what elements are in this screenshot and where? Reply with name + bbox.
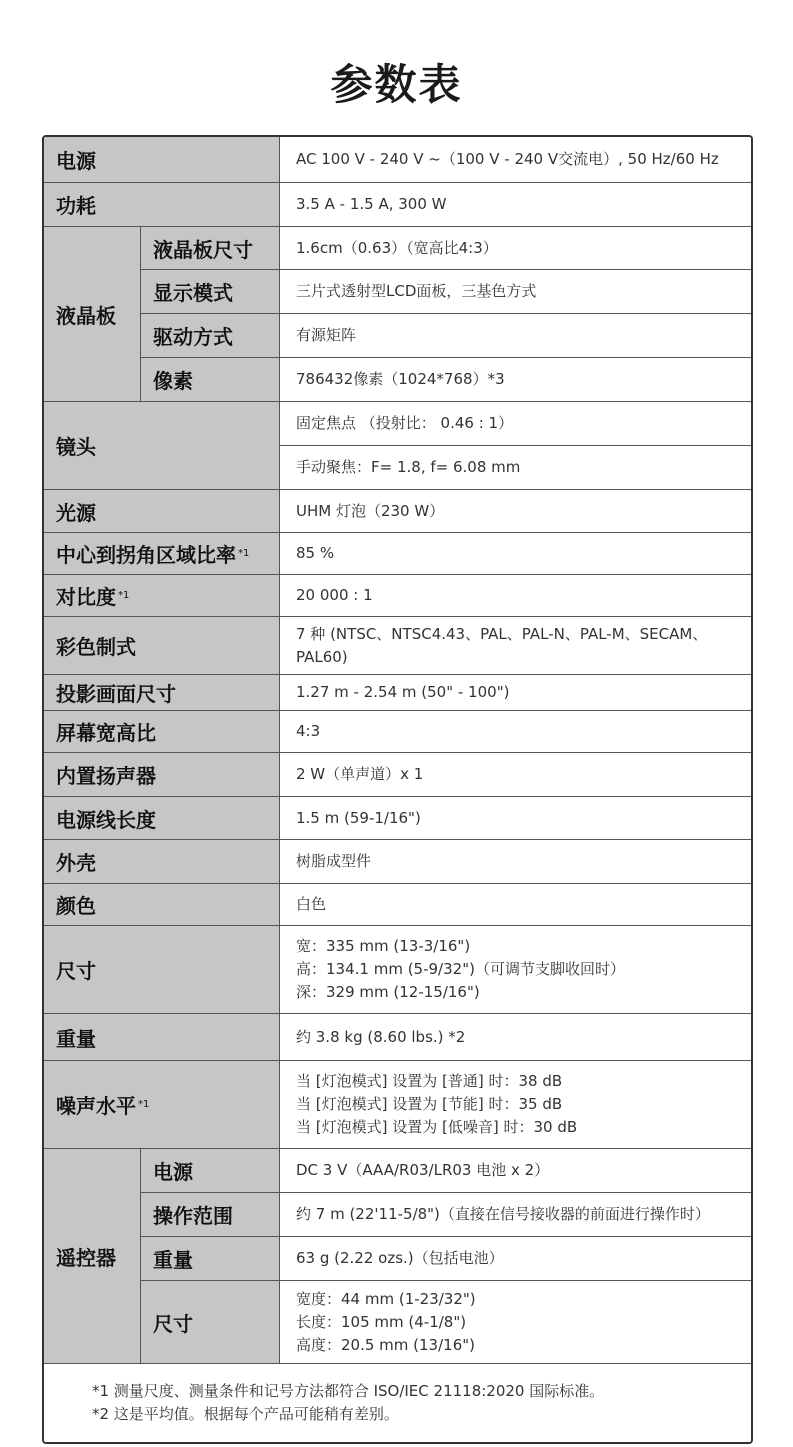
spec-label-text: 内置扬声器 (56, 764, 156, 788)
footnote-marker: *1 (138, 1099, 150, 1110)
spec-label-text: 电源 (56, 149, 96, 173)
spec-value-text: 固定焦点 （投射比： 0.46 : 1） (296, 414, 514, 432)
spec-sub-label (140, 1148, 279, 1192)
spec-value (279, 357, 751, 401)
spec-value-text: DC 3 V（AAA/R03/LR03 电池 x 2） (296, 1161, 550, 1179)
spec-label-text: 彩色制式 (56, 635, 136, 659)
spec-label-text: 颜色 (56, 894, 96, 918)
spec-value-text: 宽度：44 mm (1-23/32") 长度：105 mm (4-1/8") 高度：20.5 mm (13/16") (296, 1289, 476, 1354)
spec-value-text: 63 g (2.22 ozs.)（包括电池） (296, 1249, 504, 1267)
page-title: 参数表 (330, 60, 463, 109)
spec-label-text: 屏幕宽高比 (56, 721, 156, 745)
spec-sub-label (140, 1192, 279, 1236)
spec-label (44, 137, 279, 182)
spec-value (279, 839, 751, 883)
spec-value-text: 有源矩阵 (296, 326, 357, 344)
spec-value-text: 白色 (296, 895, 327, 913)
spec-value (279, 1280, 751, 1363)
footnote-marker: *1 (238, 548, 250, 559)
spec-sub-label (140, 226, 279, 269)
spec-value-text: UHM 灯泡（230 W） (296, 501, 445, 520)
spec-label-text: 噪声水平 (56, 1094, 136, 1118)
spec-value-text: 7 种 (NTSC、NTSC4.43、PAL、PAL-N、PAL-M、SECAM、PAL60) (296, 624, 708, 666)
spec-label (44, 710, 279, 752)
spec-sub-label-text: 操作范围 (153, 1204, 233, 1228)
spec-sub-label (140, 1236, 279, 1280)
spec-sub-label-text: 尺寸 (153, 1311, 193, 1336)
spec-group-label-text: 液晶板 (56, 303, 116, 328)
spec-label (44, 574, 279, 616)
spec-sub-label-text: 液晶板尺寸 (153, 237, 253, 262)
spec-value (279, 1236, 751, 1280)
spec-table (42, 135, 753, 1444)
spec-value (279, 226, 751, 269)
spec-sub-label-text: 电源 (153, 1160, 193, 1184)
spec-value-text: 树脂成型件 (296, 852, 372, 870)
spec-label-text: 尺寸 (56, 959, 96, 983)
spec-value (279, 574, 751, 616)
spec-value-text: 当 [灯泡模式] 设置为 [普通] 时：38 dB 当 [灯泡模式] 设置为 [节能] 时：35 dB 当 [灯泡模式] 设置为 [低噪音] 时：30 dB (296, 1072, 578, 1136)
spec-value-text: 1.27 m - 2.54 m (50" - 100") (296, 683, 510, 701)
spec-label-text: 镜头 (56, 435, 96, 459)
spec-label (44, 883, 279, 925)
spec-value (279, 796, 751, 839)
spec-label-text: 中心到拐角区域比率 (56, 543, 236, 567)
spec-value (279, 883, 751, 925)
spec-label (44, 532, 279, 574)
spec-sub-label (140, 269, 279, 313)
spec-value (279, 269, 751, 313)
spec-value (279, 489, 751, 532)
spec-label-text: 投影画面尺寸 (56, 682, 176, 706)
spec-sub-label (140, 313, 279, 357)
footnotes (44, 1363, 751, 1442)
spec-label (44, 401, 279, 489)
spec-sub-label (140, 357, 279, 401)
spec-label (44, 925, 279, 1013)
footnotes-text: *1 测量尺度、测量条件和记号方法都符合 ISO/IEC 21118:2020 国际标准。 *2 这是平均值。根据每个产品可能稍有差别。 (92, 1382, 605, 1423)
spec-label (44, 839, 279, 883)
spec-value (279, 925, 751, 1013)
spec-value (279, 1192, 751, 1236)
spec-label-text: 对比度 (56, 585, 116, 609)
spec-value (279, 752, 751, 796)
spec-value-text: 手动聚焦：F= 1.8, f= 6.08 mm (296, 458, 521, 476)
spec-value (279, 674, 751, 710)
spec-label-text: 重量 (56, 1026, 96, 1051)
spec-sub-label-text: 驱动方式 (153, 325, 233, 349)
spec-value (279, 710, 751, 752)
spec-value-text: 三片式透射型LCD面板，三基色方式 (296, 282, 537, 300)
spec-value-text: 85 % (296, 544, 335, 562)
spec-label (44, 1060, 279, 1148)
spec-value (279, 445, 751, 489)
spec-value-text: 1.5 m (59-1/16") (296, 808, 421, 827)
spec-value (279, 532, 751, 574)
spec-value (279, 1060, 751, 1148)
spec-value (279, 313, 751, 357)
spec-label (44, 182, 279, 226)
spec-label-text: 光源 (56, 500, 96, 525)
spec-label-text: 功耗 (56, 194, 96, 218)
spec-value-text: 宽：335 mm (13-3/16") 高：134.1 mm (5-9/32")（可调节支脚收回时） 深：329 mm (12-15/16") (296, 937, 625, 1001)
spec-value-text: 4:3 (296, 722, 321, 740)
spec-value (279, 401, 751, 445)
spec-label (44, 796, 279, 839)
spec-value-text: 1.6cm（0.63）（宽高比4:3） (296, 238, 498, 257)
spec-value-text: 3.5 A - 1.5 A, 300 W (296, 195, 447, 213)
spec-value-text: 约 7 m (22'11-5/8")（直接在信号接收器的前面进行操作时） (296, 1205, 710, 1223)
spec-value (279, 1148, 751, 1192)
spec-label-text: 外壳 (56, 851, 96, 875)
spec-value-text: 约 3.8 kg (8.60 lbs.) *2 (296, 1027, 466, 1046)
spec-label (44, 674, 279, 710)
spec-sub-label-text: 显示模式 (153, 281, 233, 305)
footnote-marker: *1 (118, 590, 130, 601)
spec-value (279, 616, 751, 674)
spec-value-text: 20 000 : 1 (296, 586, 373, 604)
spec-label (44, 1013, 279, 1060)
spec-value-text: 786432像素（1024*768）*3 (296, 370, 505, 388)
spec-label (44, 489, 279, 532)
spec-value (279, 182, 751, 226)
spec-value (279, 1013, 751, 1060)
spec-group-label (44, 1148, 140, 1363)
spec-label (44, 616, 279, 674)
spec-sub-label-text: 像素 (153, 369, 193, 393)
spec-value-text: 2 W（单声道）x 1 (296, 765, 424, 783)
spec-sub-label-text: 重量 (153, 1248, 193, 1272)
spec-sub-label (140, 1280, 279, 1363)
spec-label (44, 752, 279, 796)
spec-value-text: AC 100 V - 240 V ~（100 V - 240 V交流电）, 50 Hz/60 Hz (296, 150, 719, 168)
spec-value (279, 137, 751, 182)
spec-label-text: 电源线长度 (56, 807, 156, 832)
spec-group-label-text: 遥控器 (56, 1245, 116, 1270)
spec-group-label (44, 226, 140, 401)
